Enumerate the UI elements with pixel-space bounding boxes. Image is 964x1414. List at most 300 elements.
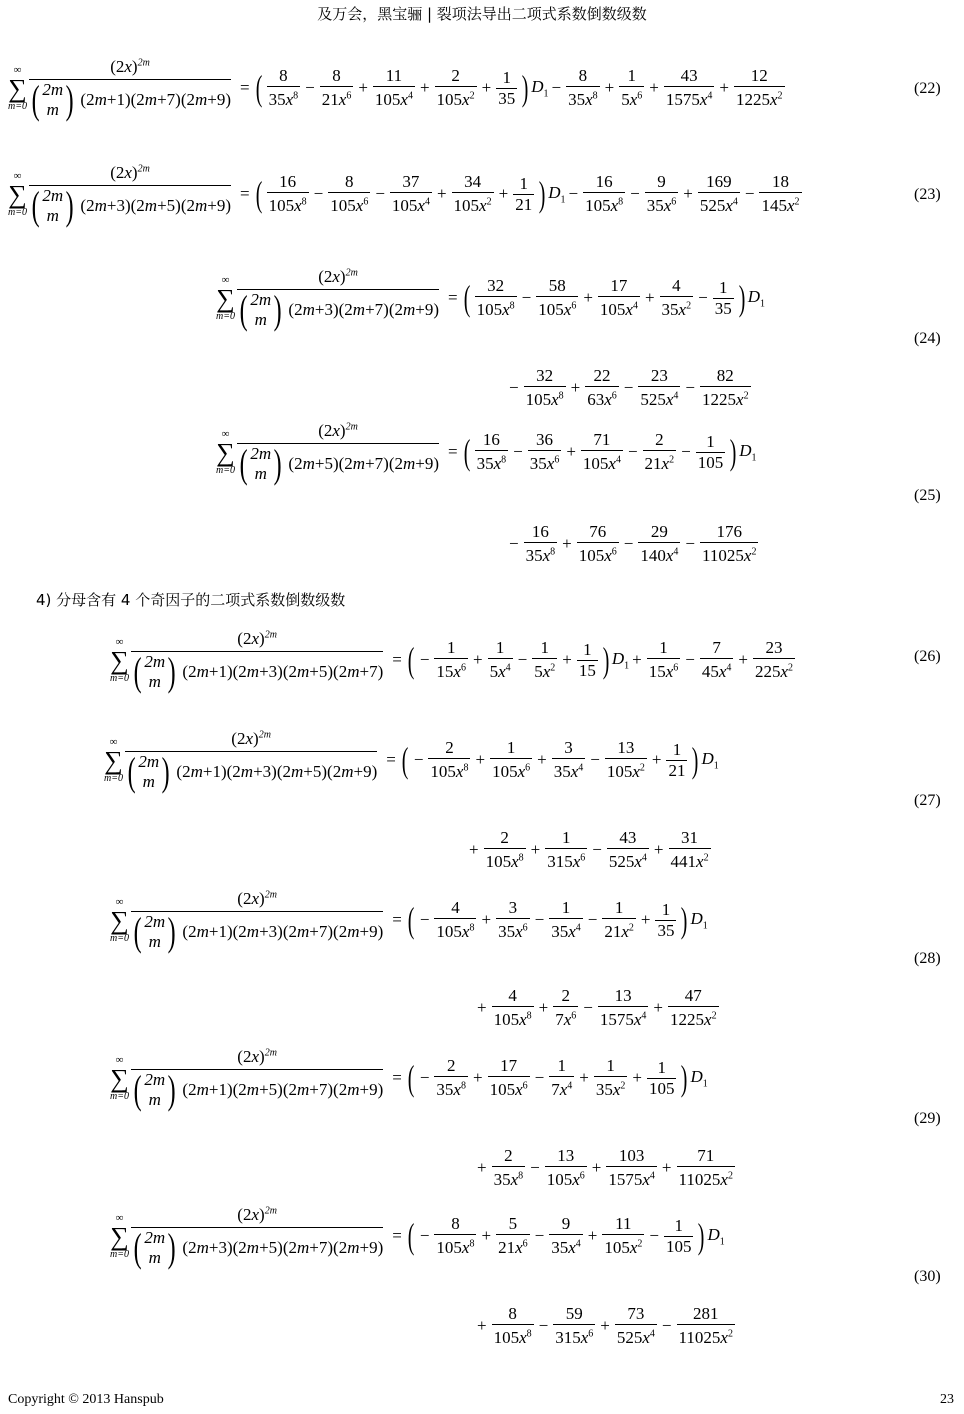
fraction-denominator [549, 1234, 583, 1259]
equation-number: (29) [914, 1110, 941, 1127]
operator-sign: − [521, 288, 532, 307]
fraction-numerator: 1 [606, 1055, 615, 1075]
summation-symbol: ∞ ∑ m=0 [216, 273, 235, 322]
equation-continuation-row [474, 1140, 737, 1196]
fraction-denominator-text: $15x^6$ [648, 662, 679, 682]
fraction-denominator [545, 1166, 587, 1191]
fraction-denominator-text: $105x^2$ [453, 196, 492, 216]
fraction-denominator [524, 386, 566, 411]
fraction-numerator: 3 [564, 737, 573, 757]
operator-sign: − [509, 534, 519, 553]
fraction [566, 66, 600, 111]
operator-sign: + [481, 78, 492, 97]
fraction-numerator: 169 [706, 171, 732, 191]
equation-row [216, 258, 765, 338]
fraction-denominator-text: 35 [657, 920, 675, 940]
operator-sign: − [313, 184, 324, 203]
fraction-numerator: 1 [495, 637, 505, 657]
operator-sign: − [623, 378, 634, 397]
fraction-numerator: 2 [451, 65, 460, 85]
d1-symbol: $D_1$ [611, 648, 630, 672]
right-paren: ) [538, 174, 546, 214]
operator-sign: + [653, 998, 664, 1017]
operator-sign: − [419, 1226, 430, 1245]
operator-sign: − [509, 378, 519, 397]
fraction [647, 638, 681, 683]
lhs-numerator: $(2x)^{2m}$ [237, 888, 277, 908]
fraction-denominator-text: $5x^2$ [534, 662, 556, 682]
fraction-denominator-text: 21 [668, 760, 686, 780]
fraction [475, 430, 509, 475]
operator-sign: − [513, 442, 523, 461]
fraction-denominator-text: $105x^8$ [525, 390, 564, 410]
fraction-denominator [759, 192, 801, 217]
equation-number: (24) [914, 330, 941, 347]
fraction-denominator [643, 450, 677, 475]
fraction-denominator-text: $5x^4$ [489, 662, 511, 682]
left-paren: ( [463, 432, 470, 472]
d1-symbol: $D_1$ [701, 748, 719, 772]
fraction-numerator: 2 [500, 827, 509, 847]
lhs-numerator: $(2x)^{2m}$ [110, 56, 150, 76]
fraction-numerator: 8 [451, 1213, 460, 1233]
operator-sign: − [590, 750, 600, 769]
fraction-denominator [605, 758, 647, 783]
fraction [664, 1216, 694, 1257]
fraction-denominator [669, 848, 711, 873]
lhs-fraction [237, 421, 439, 484]
fraction-denominator-text: $105x^4$ [374, 90, 413, 110]
fraction-denominator-text: $21x^2$ [604, 922, 634, 942]
d1-symbol: $D_1$ [690, 908, 708, 932]
binomial-coefficient: ( 2m m ) [133, 1224, 176, 1270]
lhs-denominator-factors: (2m+3)(2m+7)(2m+9) [288, 299, 440, 319]
operator-sign: + [632, 650, 642, 669]
fraction-denominator [496, 1234, 530, 1259]
fraction-denominator [638, 386, 680, 411]
fraction-denominator [549, 1076, 574, 1101]
fraction-denominator-text: $140x^4$ [640, 546, 679, 566]
fraction-numerator: 11 [385, 65, 403, 85]
fraction [434, 638, 468, 683]
fraction [753, 638, 795, 683]
operator-sign: + [477, 998, 487, 1017]
fraction [698, 172, 740, 217]
operator-sign: + [419, 78, 430, 97]
summation-symbol: ∞ ∑ m=0 [216, 427, 235, 476]
fraction-numerator: 1 [627, 65, 636, 85]
fraction-denominator [700, 658, 734, 683]
fraction-denominator [581, 450, 623, 475]
fraction [452, 172, 494, 217]
operator-sign: − [685, 650, 695, 669]
fraction-denominator [583, 192, 625, 217]
operator-sign: + [644, 288, 655, 307]
fraction-denominator [713, 298, 734, 319]
fraction-numerator: 18 [772, 171, 789, 191]
fraction-denominator-text: $105x^4$ [391, 196, 430, 216]
fraction [267, 66, 301, 111]
fraction-numerator: 8 [578, 65, 588, 85]
fraction-numerator: 17 [610, 275, 628, 295]
operator-sign: + [649, 78, 659, 97]
fraction-denominator-text: $315x^6$ [547, 852, 586, 872]
fraction [669, 828, 711, 873]
lhs-fraction [131, 889, 383, 952]
operator-sign: + [481, 1226, 492, 1245]
fraction-numerator: 34 [464, 171, 482, 191]
fraction [549, 1056, 574, 1101]
fraction-numerator: 82 [716, 365, 734, 385]
fraction-denominator [475, 450, 509, 475]
fraction-denominator [619, 86, 644, 111]
equation-number: (26) [914, 648, 941, 665]
equation-row [104, 720, 719, 800]
fraction-denominator [607, 848, 649, 873]
left-paren: ( [463, 278, 470, 318]
lhs-denominator [131, 1224, 384, 1270]
operator-sign: − [592, 840, 602, 859]
fraction-numerator: 11 [615, 1213, 632, 1233]
fraction [615, 1304, 657, 1349]
fraction-denominator-text: 15 [578, 660, 596, 680]
fraction-denominator-text: 21 [515, 194, 533, 214]
fraction-denominator [524, 542, 558, 567]
lhs-denominator-factors: (2m+1)(2m+5)(2m+7)(2m+9) [182, 1079, 384, 1099]
fraction-numerator: 76 [589, 521, 607, 541]
equals-sign: = [240, 184, 250, 203]
fraction-denominator-text: $35x^8$ [268, 90, 299, 110]
operator-sign: − [630, 184, 640, 203]
fraction-denominator-text: $105x^8$ [485, 852, 524, 872]
equals-sign: = [448, 288, 458, 307]
fraction [677, 1146, 735, 1191]
fraction [677, 1304, 735, 1349]
operator-sign: − [744, 184, 755, 203]
fraction-denominator-text: $11025x^2$ [678, 1170, 733, 1190]
lhs-fraction [125, 729, 377, 792]
fraction-denominator [484, 848, 526, 873]
fraction-numerator: 9 [561, 1213, 571, 1233]
fraction-denominator [435, 86, 477, 111]
fraction-denominator [428, 758, 470, 783]
fraction-numerator: 8 [332, 65, 341, 85]
fraction-denominator-text: $1225x^2$ [670, 1010, 717, 1030]
fraction-denominator [638, 542, 680, 567]
fraction-denominator-text: $105x^8$ [268, 196, 307, 216]
fraction [598, 986, 649, 1031]
fraction-denominator [328, 192, 370, 217]
fraction [696, 432, 726, 473]
fraction-denominator-text: $7x^6$ [555, 1010, 577, 1030]
fraction-numerator: 2 [445, 737, 454, 757]
lhs-numerator: $(2x)^{2m}$ [237, 1204, 277, 1224]
operator-sign: + [632, 1068, 642, 1087]
fraction-denominator [660, 296, 694, 321]
left-paren: ( [407, 900, 415, 940]
fraction [607, 828, 649, 873]
fraction-denominator-text: $1575x^4$ [665, 90, 713, 110]
equation-number: (27) [914, 792, 941, 809]
lhs-denominator [131, 908, 384, 954]
fraction-denominator [668, 1006, 719, 1031]
fraction [528, 430, 562, 475]
right-paren: ) [729, 432, 737, 472]
lhs-denominator [125, 748, 378, 794]
summation-symbol: ∞ ∑ m=0 [8, 63, 27, 112]
equals-sign: = [392, 1068, 402, 1087]
operator-sign: + [719, 78, 729, 97]
fraction-denominator-text: $35x^6$ [646, 196, 677, 216]
fraction-denominator-text: $441x^2$ [670, 852, 709, 872]
operator-sign: + [481, 910, 492, 929]
fraction-numerator: 29 [650, 521, 668, 541]
equation-continuation-row [506, 516, 760, 572]
fraction-numerator: 9 [657, 171, 666, 191]
fraction [598, 276, 640, 321]
fraction-denominator [598, 296, 640, 321]
equals-sign: = [448, 442, 458, 461]
fraction-denominator [645, 192, 679, 217]
fraction-numerator: 13 [617, 737, 635, 757]
fraction-denominator [677, 1324, 735, 1349]
operator-sign: − [530, 1158, 540, 1177]
fraction-denominator [488, 658, 513, 683]
fraction [524, 522, 558, 567]
fraction-denominator-text: $105x^6$ [330, 196, 369, 216]
fraction-denominator [434, 658, 468, 683]
equals-sign: = [240, 78, 250, 97]
binomial-coefficient: ( 2m m ) [133, 648, 176, 694]
equation-number: (22) [914, 80, 941, 97]
fraction [645, 172, 679, 217]
left-paren: ( [401, 740, 409, 780]
fraction-numerator: 7 [712, 637, 721, 657]
page-header: 及万会，黑宝骊 | 裂项法导出二项式系数倒数级数 [317, 5, 647, 23]
fraction-denominator-text: $105x^6$ [492, 762, 531, 782]
fraction-denominator [320, 86, 354, 111]
operator-sign: − [534, 1068, 545, 1087]
equation-continuation-row [466, 822, 713, 878]
fraction [713, 278, 734, 319]
fraction [602, 898, 636, 943]
fraction-numerator: 58 [548, 275, 566, 295]
lhs-denominator [237, 440, 440, 486]
fraction [435, 66, 477, 111]
fraction [545, 1146, 587, 1191]
fraction-denominator-text: 35 [498, 88, 516, 108]
fraction [492, 986, 534, 1031]
fraction-denominator-text: $525x^4$ [640, 390, 679, 410]
fraction [553, 986, 578, 1031]
fraction-numerator: 8 [345, 171, 354, 191]
fraction-denominator [513, 194, 534, 215]
d1-symbol: $D_1$ [690, 1066, 708, 1090]
fraction [577, 640, 598, 681]
equation-number: (30) [914, 1268, 941, 1285]
fraction-denominator [647, 1078, 677, 1099]
lhs-fraction [131, 1205, 383, 1268]
fraction-denominator-text: $35x^6$ [529, 454, 560, 474]
fraction-denominator-text: $35x^4$ [551, 1238, 581, 1258]
fraction [428, 738, 470, 783]
fraction-numerator: 13 [614, 985, 632, 1005]
fraction [602, 1214, 644, 1259]
fraction [496, 68, 517, 109]
fraction-numerator: 16 [482, 429, 500, 449]
fraction [583, 172, 625, 217]
lhs-numerator: $(2x)^{2m}$ [318, 266, 358, 286]
operator-sign: − [551, 78, 562, 97]
d1-symbol: $D_1$ [531, 76, 549, 100]
right-paren: ) [602, 640, 610, 680]
summation-symbol: ∞ ∑ m=0 [8, 169, 27, 218]
fraction-denominator-text: $11025x^2$ [702, 546, 757, 566]
fraction-denominator-text: $145x^2$ [761, 196, 800, 216]
right-paren: ) [738, 278, 745, 318]
fraction-denominator-text: $21x^6$ [321, 90, 352, 110]
fraction [513, 174, 534, 215]
fraction-numerator: 1 [562, 827, 571, 847]
fraction-denominator-text: 105 [697, 452, 724, 472]
fraction-numerator: 4 [508, 985, 517, 1005]
fraction-numerator: 16 [531, 521, 549, 541]
d1-symbol: $D_1$ [739, 440, 757, 464]
fraction-denominator [475, 296, 517, 321]
fraction-denominator [492, 1166, 526, 1191]
fraction-denominator [698, 192, 740, 217]
fraction-denominator-text: $525x^4$ [699, 196, 738, 216]
lhs-numerator: $(2x)^{2m}$ [237, 1046, 277, 1066]
equation-row [110, 1196, 725, 1276]
fraction-denominator-text: $105x^2$ [604, 1238, 643, 1258]
lhs-denominator-factors: (2m+1)(2m+7)(2m+9) [80, 89, 232, 109]
fraction-numerator: 176 [716, 521, 742, 541]
operator-sign: + [591, 1158, 602, 1177]
fraction-denominator-text: $105x^4$ [599, 300, 638, 320]
fraction-denominator [545, 848, 587, 873]
operator-sign: − [517, 650, 528, 669]
operator-sign: + [579, 1068, 589, 1087]
operator-sign: − [305, 78, 315, 97]
lhs-fraction [131, 1047, 383, 1110]
lhs-denominator-factors: (2m+3)(2m+5)(2m+7)(2m+9) [182, 1237, 384, 1257]
equation-continuation-row [474, 1298, 737, 1354]
fraction-denominator [490, 758, 532, 783]
summation-symbol: ∞ ∑ m=0 [110, 895, 129, 944]
operator-sign: − [375, 184, 385, 203]
fraction [267, 172, 309, 217]
operator-sign: + [566, 442, 576, 461]
fraction [619, 66, 644, 111]
operator-sign: + [472, 650, 483, 669]
fraction-numerator: 1 [672, 739, 682, 759]
fraction [643, 430, 677, 475]
fraction-denominator-text: $21x^2$ [644, 454, 675, 474]
fraction-denominator-text: $105x^8$ [585, 196, 624, 216]
fraction-numerator: 12 [750, 65, 768, 85]
fraction-denominator [615, 1324, 657, 1349]
fraction [496, 898, 530, 943]
operator-sign: − [413, 750, 424, 769]
fraction-numerator: 32 [536, 365, 554, 385]
fraction-numerator: 32 [487, 275, 505, 295]
fraction-denominator-text: $105x^8$ [436, 922, 475, 942]
fraction-numerator: 1 [583, 639, 592, 659]
fraction-denominator [647, 658, 681, 683]
fraction-numerator: 1 [561, 897, 571, 917]
fraction-denominator [452, 192, 494, 217]
summation-symbol: ∞ ∑ m=0 [104, 735, 123, 784]
fraction-denominator-text: $35x^2$ [661, 300, 692, 320]
fraction-denominator-text: 105 [665, 1236, 692, 1256]
fraction [434, 898, 476, 943]
fraction-denominator [267, 192, 309, 217]
operator-sign: − [583, 998, 593, 1017]
fraction-numerator: 1 [614, 897, 624, 917]
fraction-denominator [434, 1076, 468, 1101]
fraction-denominator-text: $5x^6$ [621, 90, 643, 110]
operator-sign: + [469, 840, 479, 859]
fraction-numerator: 2 [655, 429, 664, 449]
fraction-numerator: 1 [502, 67, 511, 87]
fraction-denominator-text: $105x^6$ [546, 1170, 585, 1190]
fraction-denominator [577, 542, 619, 567]
fraction [666, 740, 687, 781]
fraction [532, 638, 557, 683]
fraction-denominator-text: $105x^6$ [489, 1080, 528, 1100]
operator-sign: − [568, 184, 579, 203]
operator-sign: − [419, 1068, 430, 1087]
operator-sign: + [653, 840, 664, 859]
fraction-numerator: 22 [593, 365, 611, 385]
fraction-denominator-text: 35 [714, 298, 732, 318]
operator-sign: + [640, 910, 651, 929]
fraction [545, 828, 587, 873]
fraction-denominator-text: $1575x^4$ [599, 1010, 647, 1030]
fraction [552, 738, 586, 783]
fraction-numerator: 1 [557, 1055, 566, 1075]
equation-continuation-row [506, 360, 753, 416]
fraction [488, 1056, 530, 1101]
operator-sign: + [587, 1226, 598, 1245]
fraction [536, 276, 578, 321]
operator-sign: + [358, 78, 368, 97]
fraction-denominator [390, 192, 432, 217]
fraction-denominator [373, 86, 415, 111]
fraction-numerator: 1 [446, 637, 456, 657]
operator-sign: − [649, 1226, 659, 1245]
fraction-denominator-text: $105x^8$ [493, 1010, 532, 1030]
fraction [434, 1214, 476, 1259]
fraction-numerator: 2 [561, 985, 570, 1005]
fraction-denominator [666, 760, 687, 781]
fraction-denominator-text: $35x^4$ [551, 922, 581, 942]
fraction [549, 898, 583, 943]
equation-row [110, 1038, 708, 1118]
fraction-numerator: 13 [557, 1145, 575, 1165]
fraction-denominator [602, 1234, 644, 1259]
fraction [638, 522, 680, 567]
fraction-numerator: 8 [508, 1303, 517, 1323]
operator-sign: − [661, 1316, 672, 1335]
lhs-fraction [131, 629, 383, 692]
fraction-denominator-text: $35x^8$ [436, 1080, 466, 1100]
fraction [655, 900, 676, 941]
fraction [328, 172, 370, 217]
fraction-denominator-text: $35x^8$ [493, 1170, 524, 1190]
operator-sign: + [498, 184, 509, 203]
